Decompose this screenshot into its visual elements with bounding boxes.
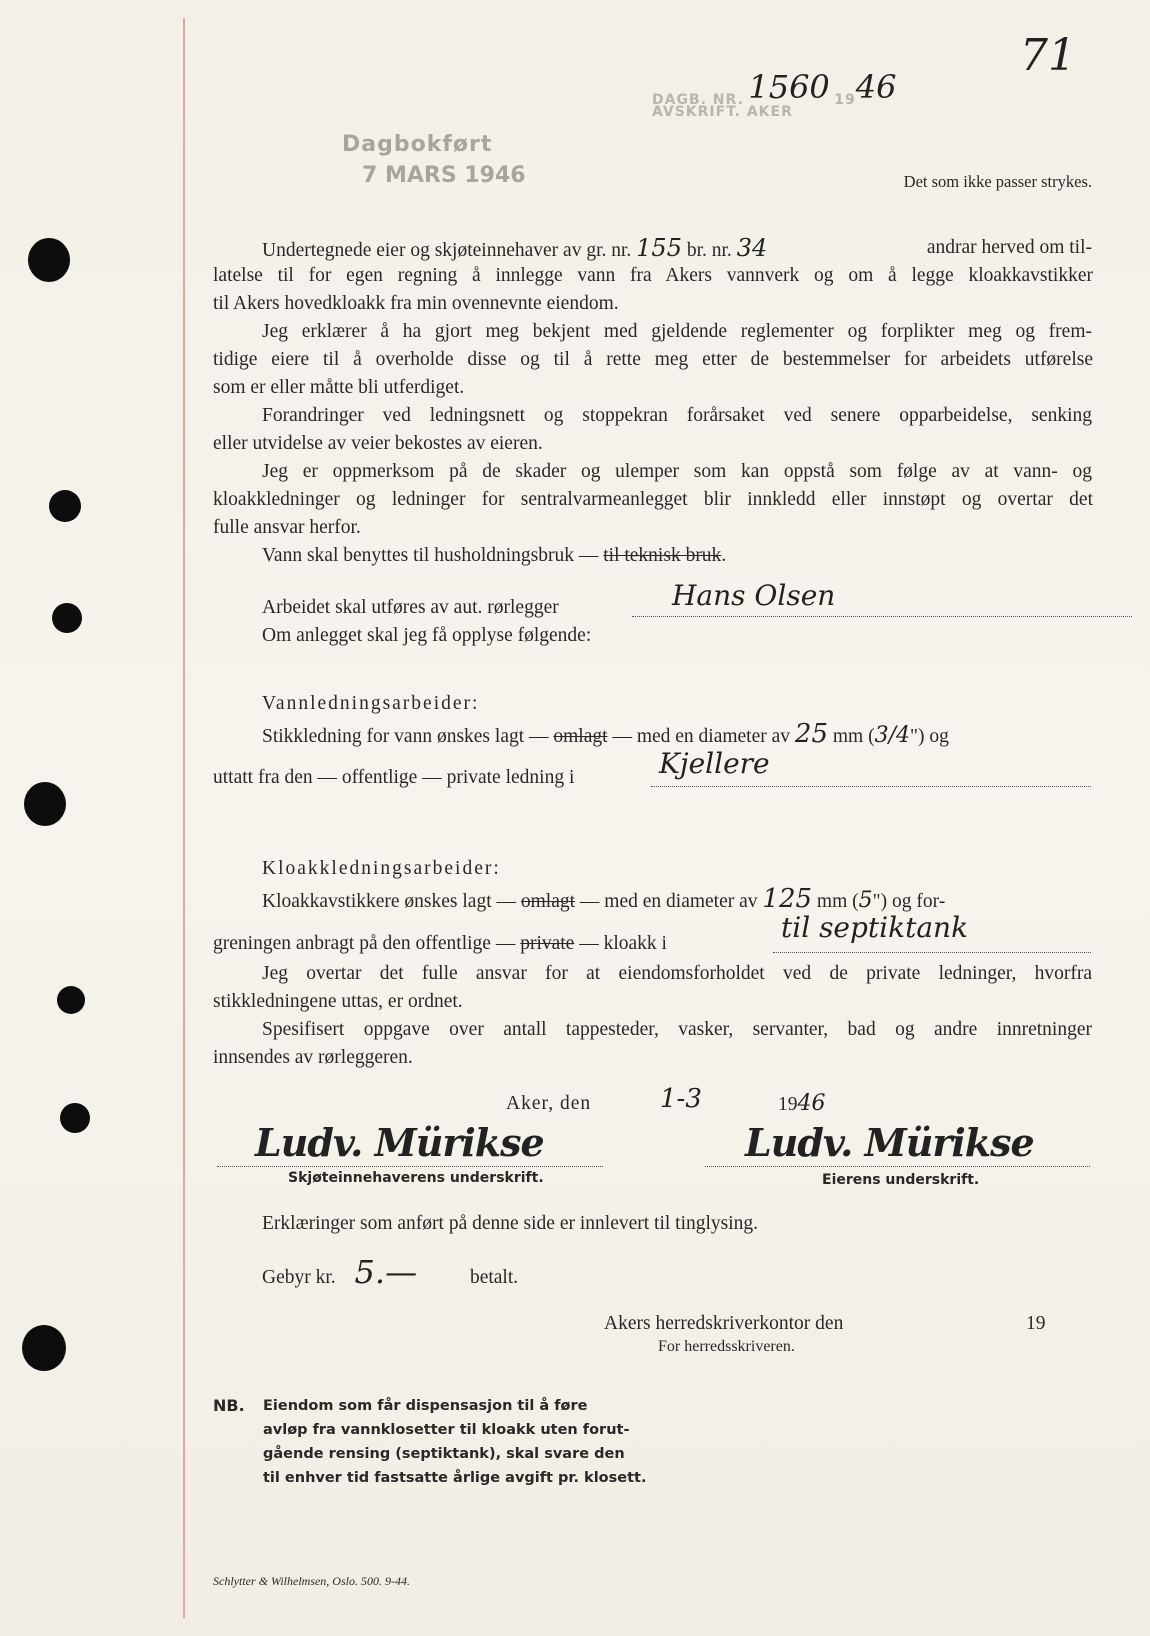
dagb-number: 1560 bbox=[748, 68, 830, 106]
sewer-text: Kloakkavstikkere ønskes lagt — bbox=[262, 891, 516, 912]
sewer-heading: Kloakkledningsarbeider: bbox=[262, 858, 501, 879]
para4-line-2: kloakkledninger og ledninger for sentralvarmeanlegget blir innkledd eller innstøpt og overtar det bbox=[213, 489, 1093, 510]
office-signer: For herredsskriveren. bbox=[658, 1338, 795, 1355]
fee-paid: betalt. bbox=[469, 1267, 519, 1288]
punch-hole bbox=[49, 490, 81, 522]
printer-credit: Schlytter & Wilhelmsen, Oslo. 500. 9-44. bbox=[213, 1574, 410, 1588]
use-text: Vann skal benyttes til husholdningsbruk — bbox=[262, 545, 599, 566]
stamp-date: 7 MARS 1946 bbox=[362, 163, 526, 188]
stamp-title: Dagbokført bbox=[342, 132, 493, 157]
para3-line-2: eller utvidelse av veier bekostes av eieren. bbox=[213, 433, 543, 454]
punch-hole bbox=[24, 782, 66, 826]
holder-signature-label: Skjøteinnehaverens underskrift. bbox=[288, 1170, 544, 1186]
para6-line-2: innsendes av rørleggeren. bbox=[213, 1047, 413, 1068]
use-line bbox=[262, 542, 1092, 570]
gr-nr: 155 bbox=[636, 234, 682, 262]
nb-line: gående rensing (septiktank), skal svare den bbox=[263, 1446, 625, 1462]
dagb-year-hand: 46 bbox=[855, 68, 897, 106]
water-text: — med en diameter av bbox=[612, 726, 791, 747]
water-diameter-in: 3/4 bbox=[874, 723, 911, 748]
nb-line: Eiendom som får dispensasjon til å føre bbox=[263, 1398, 588, 1414]
plumber-line bbox=[262, 579, 1092, 622]
sewer-line-2 bbox=[213, 911, 1093, 958]
dagb-prefix: DAGB. NR. bbox=[652, 92, 744, 108]
water-text: ") og bbox=[910, 726, 949, 747]
nb-block bbox=[263, 1394, 646, 1490]
para4-line-1: Jeg er oppmerksom på de skader og ulemper som kan oppstå som følge av at vann- og bbox=[262, 461, 1092, 482]
intro-text: Undertegnede eier og skjøteinnehaver av gr. nr. bbox=[262, 240, 632, 261]
para6-line-1: Spesifisert oppgave over antall tappesteder, vasker, servanter, bad og andre innretninger bbox=[262, 1019, 1092, 1040]
sewer-destination: til septiktank bbox=[781, 911, 969, 944]
punch-hole bbox=[60, 1103, 90, 1133]
intro-line-2: latelse til for egen regning å innlegge vann fra Akers vannverk og om å legge kloakkavstikker bbox=[213, 265, 1093, 286]
water-source: Kjellere bbox=[659, 747, 770, 780]
office-line: Akers herredskriverkontor den bbox=[604, 1313, 844, 1334]
plumber-name: Hans Olsen bbox=[672, 579, 836, 612]
intro-text: andrar herved om til- bbox=[926, 237, 1092, 258]
registration-note: Erklæringer som anført på denne side er innlevert til tinglysing. bbox=[262, 1213, 759, 1234]
avskrift-stamp: AVSKRIFT. AKER bbox=[652, 104, 793, 120]
sewer-diameter-mm: 125 bbox=[762, 884, 813, 914]
nb-line: til enhver tid fastsatte årlige avgift pr. klosett. bbox=[263, 1470, 647, 1486]
owner-signature: Ludv. Mürikse bbox=[745, 1120, 1034, 1165]
use-struck: til teknisk bruk bbox=[603, 545, 722, 566]
para4-line-3: fulle ansvar herfor. bbox=[213, 517, 361, 538]
holder-signature: Ludv. Mürikse bbox=[255, 1120, 544, 1165]
office-year: 19 bbox=[1026, 1313, 1046, 1334]
intro-line-1 bbox=[262, 234, 1092, 265]
punch-hole bbox=[28, 238, 70, 282]
sewer-diameter-in: 5 bbox=[858, 888, 873, 913]
water-text: Stikkledning for vann ønskes lagt — bbox=[262, 726, 549, 747]
nb-label: NB. bbox=[213, 1396, 245, 1415]
para2-line-1: Jeg erklærer å ha gjort meg bekjent med gjeldende reglementer og forplikter meg og frem- bbox=[262, 321, 1092, 342]
fee-line bbox=[262, 1253, 519, 1292]
inform-line: Om anlegget skal jeg få opplyse følgende: bbox=[262, 625, 592, 646]
para2-line-2: tidige eiere til å overholde disse og til å rette meg etter de bestemmelser for arbeidets utførelse bbox=[213, 349, 1093, 370]
use-end: . bbox=[721, 545, 727, 566]
sewer-text: ") og for- bbox=[872, 891, 946, 912]
punch-hole bbox=[57, 986, 85, 1014]
plumber-label: Arbeidet skal utføres av aut. rørlegger bbox=[262, 597, 559, 618]
sewer-text: — med en diameter av bbox=[579, 891, 758, 912]
owner-signature-label: Eierens underskrift. bbox=[822, 1172, 980, 1188]
fee-amount: 5.— bbox=[354, 1253, 418, 1291]
intro-text: br. nr. bbox=[686, 240, 732, 261]
signature-line bbox=[705, 1150, 1090, 1167]
fee-label: Gebyr kr. bbox=[262, 1267, 336, 1288]
water-heading: Vannledningsarbeider: bbox=[262, 693, 480, 714]
water-text: uttatt fra den — offentlige — private ledning i bbox=[213, 767, 575, 788]
margin-line bbox=[183, 18, 185, 1618]
punch-hole bbox=[22, 1325, 66, 1371]
sign-year-printed: 19 bbox=[778, 1094, 798, 1115]
page-number: 71 bbox=[1020, 30, 1076, 81]
nb-line: avløp fra vannklosetter til kloakk uten forut- bbox=[263, 1422, 630, 1438]
sewer-struck: omlagt bbox=[520, 891, 576, 912]
sign-year bbox=[778, 1090, 826, 1119]
water-diameter-mm: 25 bbox=[794, 719, 829, 749]
signature-line bbox=[217, 1150, 603, 1167]
sewer-text: — kloakk i bbox=[579, 933, 667, 954]
para2-line-3: som er eller måtte bli utferdiget. bbox=[213, 377, 465, 398]
br-nr: 34 bbox=[736, 234, 768, 262]
para5-line-2: stikkledningene uttas, er ordnet. bbox=[213, 991, 463, 1012]
strike-note: Det som ikke passer strykes. bbox=[903, 172, 1092, 191]
para3-line-1: Forandringer ved ledningsnett og stoppekran forårsaket ved senere opparbeidelse, senking bbox=[262, 405, 1092, 426]
water-struck: omlagt bbox=[553, 726, 608, 747]
sewer-text: mm ( bbox=[816, 891, 859, 912]
sign-date: 1-3 bbox=[660, 1084, 702, 1114]
water-text: mm ( bbox=[832, 726, 875, 747]
dagb-year-printed: 19 bbox=[834, 92, 856, 108]
sewer-text: greningen anbragt på den offentlige — bbox=[213, 933, 516, 954]
intro-line-3: til Akers hovedkloakk fra min ovennevnte eiendom. bbox=[213, 293, 619, 314]
water-line-2 bbox=[213, 747, 1093, 792]
sign-year-hand: 46 bbox=[797, 1091, 826, 1116]
para5-line-1: Jeg overtar det fulle ansvar for at eiendomsforholdet ved de private ledninger, hvorfra bbox=[262, 963, 1092, 984]
sewer-struck: private bbox=[520, 933, 575, 954]
sign-place: Aker, den bbox=[506, 1093, 592, 1114]
punch-hole bbox=[52, 603, 82, 633]
